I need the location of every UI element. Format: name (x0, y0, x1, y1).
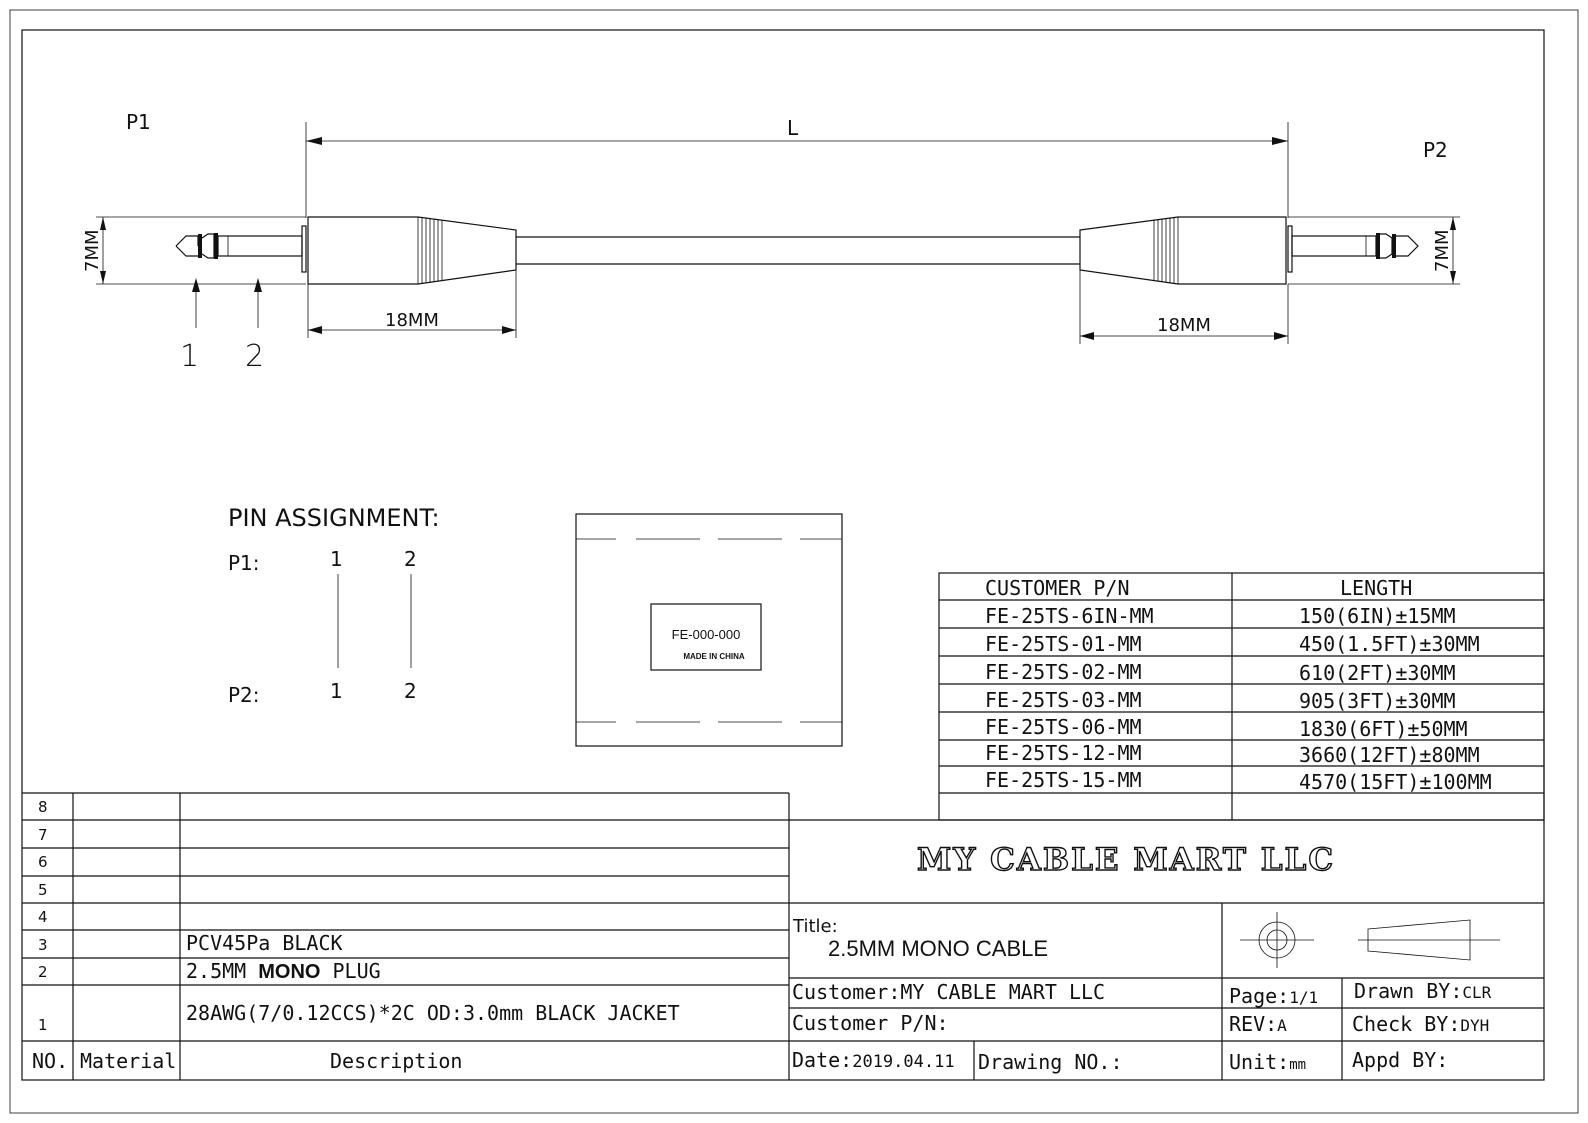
part-row-length: 610(2FT)±30MM (1299, 661, 1456, 685)
drawn-by-field: Drawn BY:CLR (1354, 979, 1492, 1003)
plug-ring-left (198, 234, 202, 258)
title-label: Title: (793, 916, 838, 937)
pin-assignment-title: PIN ASSIGNMENT: (228, 504, 440, 532)
bom-row-description: 28AWG(7/0.12CCS)*2C OD:3.0mm BLACK JACKET (186, 1001, 680, 1025)
cable-drawing (82, 110, 1460, 374)
pin-p1-1: 1 (330, 547, 343, 571)
part-row-length: 3660(12FT)±80MM (1299, 743, 1480, 767)
pin-callout-1: 1 (180, 339, 200, 374)
arrow-up-icon (100, 217, 106, 230)
plug-tip-left (176, 236, 198, 246)
header-description: Description (330, 1049, 463, 1073)
p1-label: P1 (126, 110, 151, 134)
dim-18mm-right: 18MM (1157, 315, 1211, 336)
bom-row-no: 7 (38, 826, 48, 844)
plug-tip-right (1396, 236, 1418, 256)
label-origin: MADE IN CHINA (683, 652, 745, 661)
appd-by-field: Appd BY: (1352, 1048, 1449, 1072)
plug-sleeve-left (218, 236, 302, 256)
date-field: Date:2019.04.11 (792, 1048, 955, 1072)
arrow-right-icon (1272, 137, 1288, 145)
part-row-pn: FE-25TS-15-MM (985, 768, 1142, 792)
header-material: Material (80, 1049, 177, 1073)
plug-ring-right (1392, 234, 1396, 258)
title-value: 2.5MM MONO CABLE (828, 936, 1049, 961)
part-row-length: 150(6IN)±15MM (1299, 604, 1456, 628)
pin-p2-1: 1 (330, 679, 343, 703)
drawing-no-field: Drawing NO.: (978, 1050, 1123, 1074)
pin-p2-2: 2 (404, 679, 417, 703)
length-label: L (787, 116, 799, 140)
part-row-pn: FE-25TS-06-MM (985, 715, 1142, 739)
unit-field: Unit:mm (1229, 1050, 1307, 1074)
part-row-pn: FE-25TS-12-MM (985, 741, 1142, 765)
label-print (576, 514, 842, 746)
arrow-up-icon (254, 278, 262, 292)
header-no: NO. (32, 1049, 69, 1073)
arrow-left-icon (308, 326, 322, 334)
arrow-right-icon (1274, 332, 1288, 340)
parts-table (939, 573, 1544, 820)
customer-field: Customer:MY CABLE MART LLC (792, 980, 1106, 1004)
arrow-left-icon (306, 137, 322, 145)
part-row-length: 1830(6FT)±50MM (1299, 717, 1468, 741)
label-part-number: FE-000-000 (671, 627, 741, 642)
arrow-right-icon (502, 326, 516, 334)
bom-row-no: 3 (38, 936, 48, 954)
arrow-left-icon (1080, 332, 1094, 340)
housing-left (308, 217, 516, 284)
bom-row-no: 6 (38, 853, 48, 871)
grip-left (418, 217, 442, 284)
customer-pn-field: Customer P/N: (792, 1011, 949, 1035)
dim-18mm-left: 18MM (385, 310, 439, 331)
part-row-length: 4570(15FT)±100MM (1299, 770, 1492, 794)
part-row-length: 450(1.5FT)±30MM (1299, 632, 1480, 656)
company-name: MY CABLE MART LLC (916, 842, 1336, 878)
housing-right (1080, 217, 1286, 284)
bom-row-description: PCV45Pa BLACK (186, 931, 343, 955)
plug-sleeve-right (1292, 236, 1376, 256)
dim-7mm-right: 7MM (1432, 229, 1453, 272)
pin-p1-2: 2 (404, 547, 417, 571)
bom-row-no: 5 (38, 881, 48, 899)
projection-symbol-icon (1240, 912, 1500, 968)
part-row-pn: FE-25TS-6IN-MM (985, 604, 1154, 628)
grip-right (1154, 217, 1178, 284)
dim-7mm-left: 7MM (82, 229, 103, 272)
p2-label: P2 (1423, 138, 1448, 162)
bom-row-description: 2.5MM MONO PLUG (186, 959, 381, 983)
part-row-pn: FE-25TS-01-MM (985, 632, 1142, 656)
pin-callout-2: 2 (245, 339, 265, 374)
arrow-up-icon (192, 278, 200, 292)
rev-field: REV:A (1229, 1012, 1287, 1036)
bom-row-no: 2 (38, 963, 48, 981)
check-by-field: Check BY:DYH (1352, 1012, 1490, 1036)
arrow-up-icon (1450, 217, 1456, 230)
header-length: LENGTH (1340, 576, 1413, 600)
part-row-length: 905(3FT)±30MM (1299, 689, 1456, 713)
bom-row-no: 1 (38, 1016, 48, 1034)
header-customer-pn: CUSTOMER P/N (985, 576, 1130, 600)
part-row-pn: FE-25TS-03-MM (985, 688, 1142, 712)
part-row-pn: FE-25TS-02-MM (985, 660, 1142, 684)
bom-row-no: 8 (38, 798, 48, 816)
pin-p1-label: P1: (228, 551, 260, 575)
pin-assignment (228, 504, 440, 707)
page-field: Page:1/1 (1229, 984, 1319, 1008)
bom-table (22, 793, 1544, 1080)
bom-row-no: 4 (38, 908, 48, 926)
pin-p2-label: P2: (228, 683, 260, 707)
